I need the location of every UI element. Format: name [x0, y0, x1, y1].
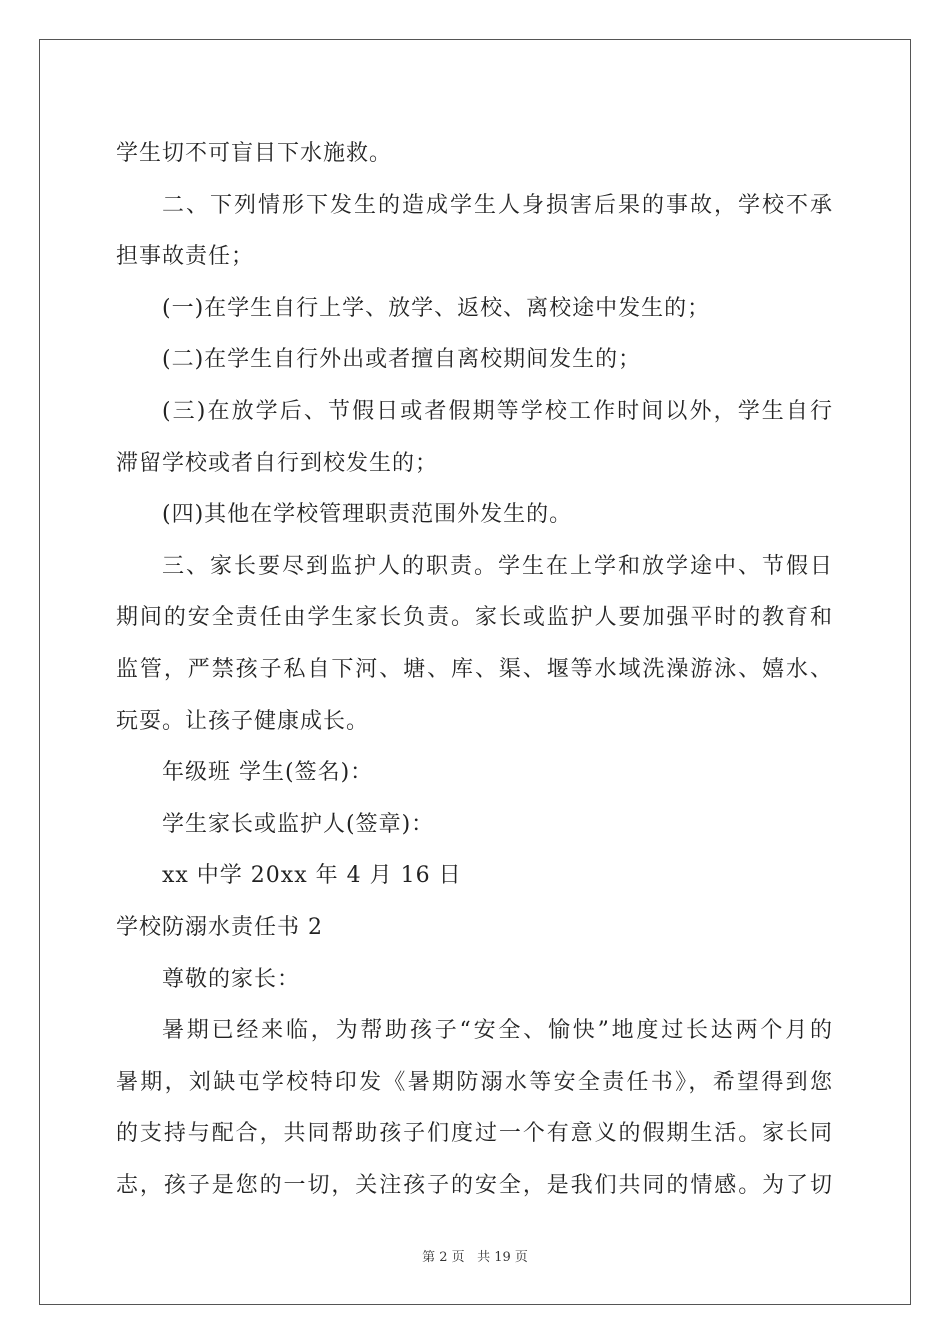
text-line: 的支持与配合，共同帮助孩子们度过一个有意义的假期生活。家长同 — [116, 1121, 832, 1147]
text-line: 三、家长要尽到监护人的职责。学生在上学和放学途中、节假日 — [162, 553, 832, 579]
page-number: 第 2 页 — [422, 1250, 465, 1265]
text-line: 学生家长或监护人(签章)： — [162, 811, 435, 837]
text-line: 监管，严禁孩子私自下河、塘、库、渠、堰等水域洗澡游泳、嬉水、 — [116, 656, 832, 682]
text-line: 学生切不可盲目下水施救。 — [116, 141, 393, 166]
text-line: 暑期已经来临，为帮助孩子“安全、愉快”地度过长达两个月的 — [162, 1018, 832, 1044]
text-line: 二、下列情形下发生的造成学生人身损害后果的事故，学校不承 — [162, 192, 832, 218]
text-line: 志，孩子是您的一切，关注孩子的安全，是我们共同的情感。为了切 — [116, 1172, 832, 1198]
text-line: 学校防溺水责任书 2 — [116, 914, 323, 940]
page-total: 共 19 页 — [477, 1250, 528, 1265]
text-line: (二)在学生自行外出或者擅自离校期间发生的； — [162, 347, 642, 373]
text-line: 尊敬的家长： — [162, 966, 301, 992]
text-line: (四)其他在学校管理职责范围外发生的。 — [162, 502, 573, 528]
text-line: 玩耍。让孩子健康成长。 — [116, 708, 370, 734]
text-line: 期间的安全责任由学生家长负责。家长或监护人要加强平时的教育和 — [116, 605, 832, 631]
text-line: 滞留学校或者自行到校发生的； — [116, 450, 439, 476]
document-body — [116, 128, 832, 1211]
text-line: (一)在学生自行上学、放学、返校、离校途中发生的； — [162, 295, 711, 321]
text-line: 暑期，刘缺屯学校特印发《暑期防溺水等安全责任书》，希望得到您 — [116, 1069, 832, 1095]
page-footer — [0, 1246, 950, 1265]
text-line: 担事故责任； — [116, 244, 255, 270]
text-line: (三)在放学后、节假日或者假期等学校工作时间以外，学生自行 — [162, 398, 832, 424]
text-line: 年级班 学生(签名)： — [162, 760, 374, 786]
text-line: xx 中学 20xx 年 4 月 16 日 — [162, 863, 462, 889]
